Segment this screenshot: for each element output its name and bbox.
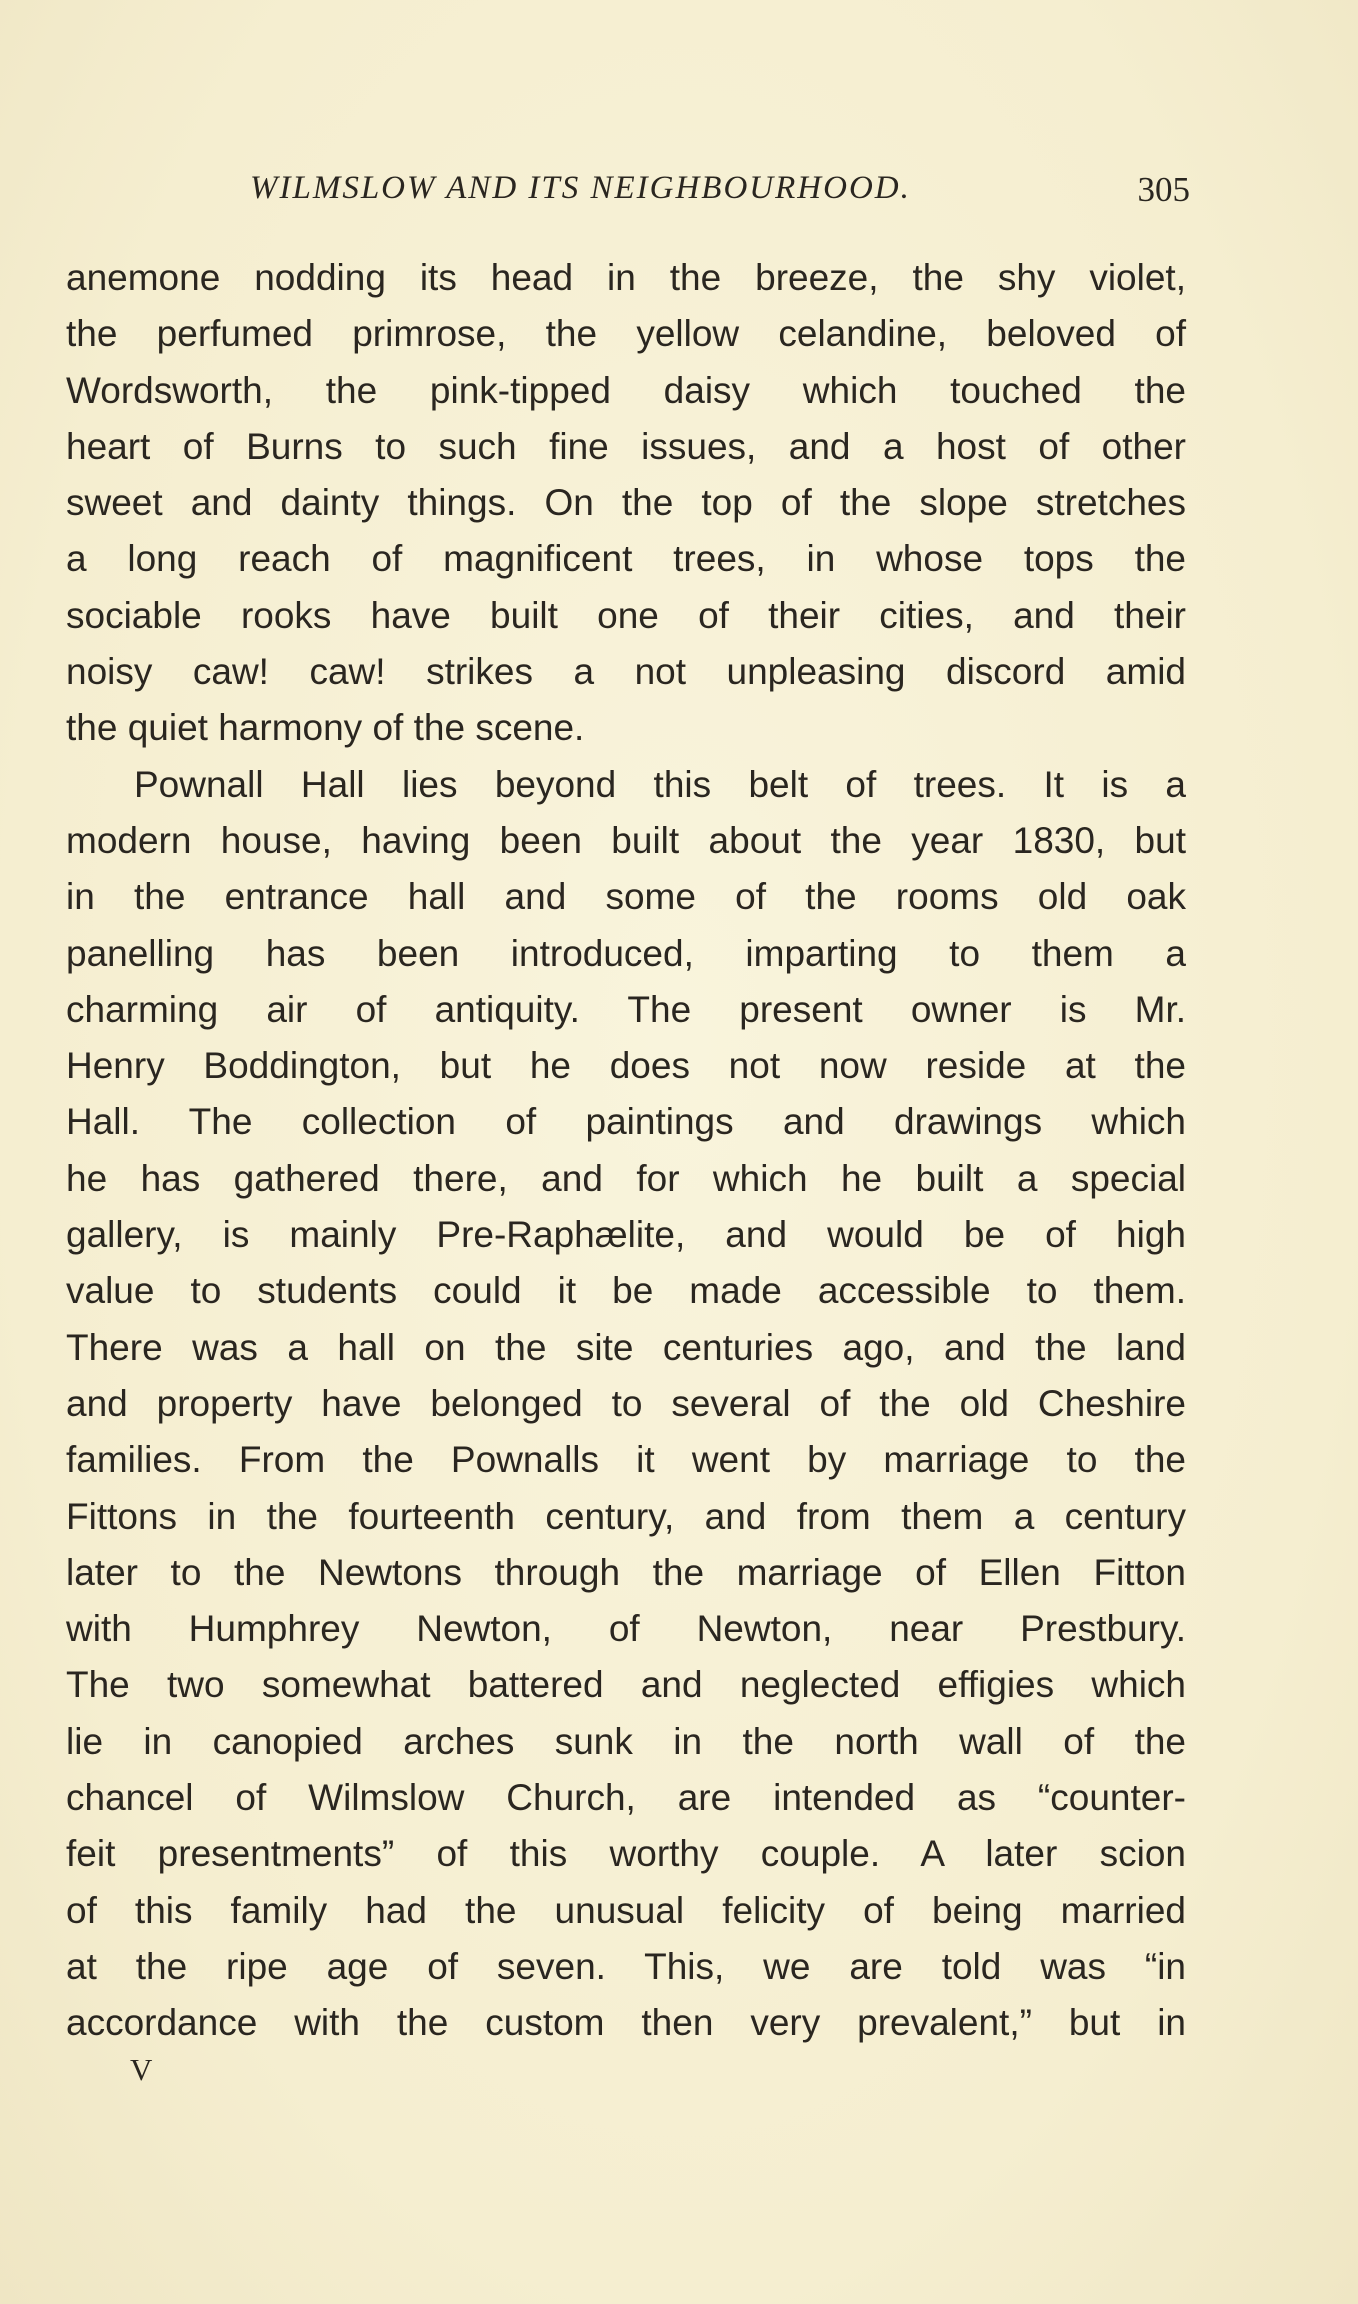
text-line: in the entrance hall and some of the rooms old oak bbox=[66, 876, 1186, 918]
text-line: feit presentments” of this worthy couple. A later scion bbox=[66, 1833, 1186, 1875]
text-line: the quiet harmony of the scene. bbox=[66, 707, 585, 749]
text-line: families. From the Pownalls it went by marriage to the bbox=[66, 1439, 1186, 1481]
text-line: and property have belonged to several of the old Cheshire bbox=[66, 1382, 1186, 1424]
text-line: accordance with the custom then very prevalent,” but in bbox=[66, 2002, 1186, 2044]
page-number: 305 bbox=[1137, 170, 1190, 209]
text-line: chancel of Wilmslow Church, are intended as “counter- bbox=[66, 1777, 1186, 1819]
text-line: noisy caw! caw! strikes a not unpleasing discord amid bbox=[66, 651, 1186, 693]
text-line: panelling has been introduced, imparting to them a bbox=[66, 932, 1186, 974]
text-line: the perfumed primrose, the yellow celandine, beloved of bbox=[66, 313, 1186, 355]
text-line: modern house, having been built about the year 1830, but bbox=[66, 819, 1186, 861]
text-line: anemone nodding its head in the breeze, the shy violet, bbox=[66, 257, 1186, 298]
text-line: charming air of antiquity. The present owner is Mr. bbox=[66, 988, 1186, 1030]
text-line: There was a hall on the site centuries ago, and the land bbox=[66, 1326, 1186, 1368]
text-line: Fittons in the fourteenth century, and from them a century bbox=[66, 1495, 1186, 1537]
text-line: value to students could it be made accessible to them. bbox=[66, 1270, 1186, 1312]
text-line: Hall. The collection of paintings and drawings which bbox=[66, 1101, 1186, 1143]
signature-mark: V bbox=[130, 2052, 153, 2087]
text-line: a long reach of magnificent trees, in whose tops the bbox=[66, 538, 1186, 580]
text-line: later to the Newtons through the marriage of Ellen Fitton bbox=[66, 1551, 1186, 1593]
page-header bbox=[250, 170, 1190, 220]
text-line: sweet and dainty things. On the top of the slope stretches bbox=[66, 482, 1186, 524]
text-line: Pownall Hall lies beyond this belt of trees. It is a bbox=[134, 763, 1186, 805]
text-line: of this family had the unusual felicity of being married bbox=[66, 1889, 1186, 1931]
text-line: with Humphrey Newton, of Newton, near Prestbury. bbox=[66, 1608, 1186, 1650]
text-line: heart of Burns to such fine issues, and a host of other bbox=[66, 425, 1186, 467]
text-line: gallery, is mainly Pre-Raphælite, and would be of high bbox=[66, 1214, 1186, 1256]
text-line: he has gathered there, and for which he built a special bbox=[66, 1157, 1186, 1199]
running-title: WILMSLOW AND ITS NEIGHBOURHOOD. bbox=[250, 170, 911, 206]
text-line: Wordsworth, the pink-tipped daisy which touched the bbox=[66, 369, 1186, 411]
text-line: at the ripe age of seven. This, we are told was “in bbox=[66, 1945, 1186, 1987]
body-text bbox=[66, 250, 1186, 2052]
text-line: lie in canopied arches sunk in the north wall of the bbox=[66, 1720, 1186, 1762]
text-line: Henry Boddington, but he does not now reside at the bbox=[66, 1045, 1186, 1087]
text-line: sociable rooks have built one of their cities, and their bbox=[66, 594, 1186, 636]
text-line: The two somewhat battered and neglected effigies which bbox=[66, 1664, 1186, 1706]
